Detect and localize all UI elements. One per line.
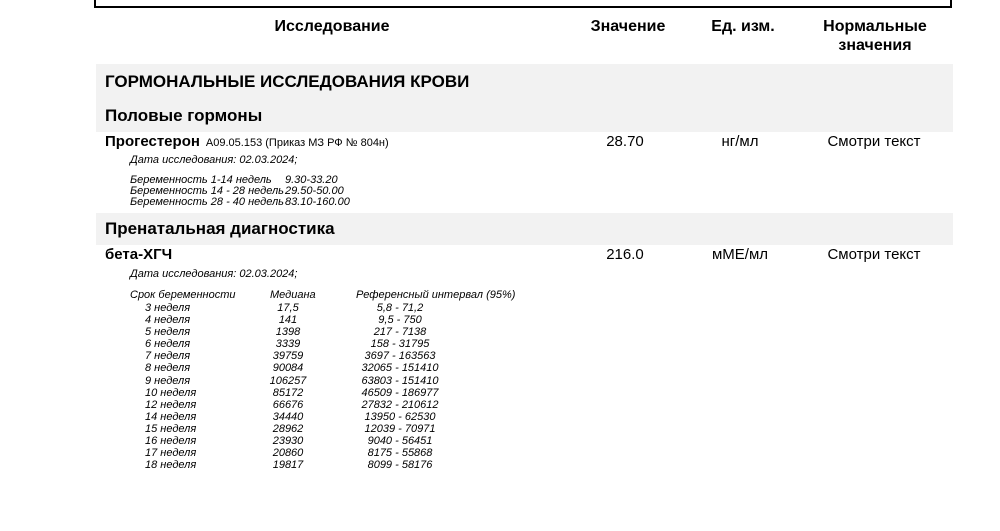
hcg-median: 106257 bbox=[269, 374, 307, 387]
table-row bbox=[0, 459, 600, 471]
table-row bbox=[0, 375, 600, 387]
hcg-median: 90084 bbox=[272, 362, 304, 375]
ref-label: Беременность 14 - 28 недель bbox=[130, 185, 284, 197]
progesterone-norm: Смотри текст bbox=[827, 133, 921, 150]
hcg-median: 39759 bbox=[272, 350, 304, 363]
hcg-interval: 13950 - 62530 bbox=[364, 410, 436, 423]
hcg-term: 7 неделя bbox=[145, 350, 191, 363]
hcg-interval: 32065 - 151410 bbox=[361, 362, 439, 375]
table-row bbox=[0, 411, 600, 423]
hcg-median: 28962 bbox=[272, 422, 304, 435]
hcg-median: 85172 bbox=[272, 386, 304, 399]
hcg-col-term: Срок беременности bbox=[130, 289, 236, 301]
test-code: A09.05.153 (Приказ МЗ РФ № 804н) bbox=[205, 137, 389, 149]
hcg-interval: 63803 - 151410 bbox=[361, 374, 439, 387]
hcg-term: 16 неделя bbox=[145, 435, 197, 448]
hcg-median: 3339 bbox=[275, 338, 301, 351]
group-title-sex-hormones: Половые гормоны bbox=[105, 106, 263, 125]
table-row bbox=[0, 435, 600, 447]
beta-hcg-value: 216.0 bbox=[606, 246, 644, 263]
ref-range: 9.30-33.20 bbox=[285, 174, 338, 186]
table-row bbox=[0, 350, 600, 362]
hcg-interval: 5,8 - 71,2 bbox=[376, 302, 424, 314]
table-row bbox=[0, 399, 600, 411]
table-row bbox=[0, 326, 600, 338]
hcg-median: 23930 bbox=[272, 435, 304, 448]
hcg-term: 15 неделя bbox=[145, 422, 197, 435]
hcg-interval: 217 - 7138 bbox=[373, 326, 427, 339]
col-header-norm-line1: Нормальные bbox=[823, 18, 927, 35]
beta-hcg-norm: Смотри текст bbox=[827, 246, 921, 263]
section-title: ГОРМОНАЛЬНЫЕ ИССЛЕДОВАНИЯ КРОВИ bbox=[105, 72, 470, 91]
hcg-interval: 27832 - 210612 bbox=[361, 398, 439, 411]
beta-hcg-units: мМЕ/мл bbox=[711, 246, 769, 263]
hcg-reference-table bbox=[0, 302, 600, 471]
hcg-term: 12 неделя bbox=[145, 398, 197, 411]
hcg-interval: 8175 - 55868 bbox=[367, 447, 433, 460]
ref-range: 29.50-50.00 bbox=[285, 185, 344, 197]
table-row bbox=[0, 338, 600, 350]
hcg-median: 17,5 bbox=[277, 302, 299, 314]
hcg-interval: 158 - 31795 bbox=[370, 338, 430, 351]
hcg-median: 20860 bbox=[272, 447, 304, 460]
hcg-col-interval: Референсный интервал (95%) bbox=[356, 289, 516, 301]
table-row bbox=[0, 362, 600, 374]
hcg-interval: 12039 - 70971 bbox=[364, 422, 436, 435]
hcg-median: 141 bbox=[278, 314, 298, 327]
table-row bbox=[0, 314, 600, 326]
table-row bbox=[0, 423, 600, 435]
hcg-term: 4 неделя bbox=[145, 314, 191, 327]
ref-row bbox=[130, 197, 350, 208]
hcg-median: 19817 bbox=[272, 459, 304, 472]
test-name-beta-hcg: бета-ХГЧ bbox=[105, 246, 173, 263]
ref-label: Беременность 28 - 40 недель bbox=[130, 196, 284, 208]
hcg-term: 3 неделя bbox=[145, 302, 191, 314]
ref-label: Беременность 1-14 недель bbox=[130, 174, 272, 186]
hcg-median: 1398 bbox=[275, 326, 301, 339]
ref-range: 83.10-160.00 bbox=[285, 196, 350, 208]
hcg-term: 5 неделя bbox=[145, 326, 191, 339]
group-title-prenatal: Пренатальная диагностика bbox=[105, 219, 335, 238]
hcg-interval: 46509 - 186977 bbox=[361, 386, 439, 399]
hcg-term: 14 неделя bbox=[145, 410, 197, 423]
beta-hcg-date: Дата исследования: 02.03.2024; bbox=[130, 268, 298, 280]
hcg-term: 9 неделя bbox=[145, 374, 191, 387]
col-header-test: Исследование bbox=[274, 18, 390, 35]
hcg-term: 10 неделя bbox=[145, 386, 197, 399]
table-row bbox=[0, 447, 600, 459]
col-header-norm-line2: значения bbox=[838, 37, 912, 54]
progesterone-units: нг/мл bbox=[721, 133, 759, 150]
hcg-term: 18 неделя bbox=[145, 459, 197, 472]
progesterone-refs bbox=[130, 175, 350, 208]
hcg-col-median: Медиана bbox=[270, 289, 316, 301]
progesterone-value: 28.70 bbox=[606, 133, 644, 150]
table-row bbox=[0, 302, 600, 314]
hcg-term: 8 неделя bbox=[145, 362, 191, 375]
diagnosis-box bbox=[94, 0, 952, 8]
hcg-term: 6 неделя bbox=[145, 338, 191, 351]
progesterone-date: Дата исследования: 02.03.2024; bbox=[130, 154, 298, 166]
hcg-interval: 3697 - 163563 bbox=[364, 350, 436, 363]
col-header-units: Ед. изм. bbox=[711, 18, 775, 35]
hcg-median: 34440 bbox=[272, 410, 304, 423]
test-name-progesterone bbox=[105, 133, 389, 150]
hcg-median: 66676 bbox=[272, 398, 304, 411]
col-header-value: Значение bbox=[590, 18, 666, 35]
test-name-progesterone-label: Прогестерон bbox=[105, 133, 200, 150]
table-row bbox=[0, 387, 600, 399]
hcg-interval: 9,5 - 750 bbox=[378, 314, 422, 327]
hcg-interval: 8099 - 58176 bbox=[367, 459, 433, 472]
hcg-term: 17 неделя bbox=[145, 447, 197, 460]
hcg-interval: 9040 - 56451 bbox=[367, 435, 433, 448]
col-header-norm bbox=[800, 17, 950, 55]
